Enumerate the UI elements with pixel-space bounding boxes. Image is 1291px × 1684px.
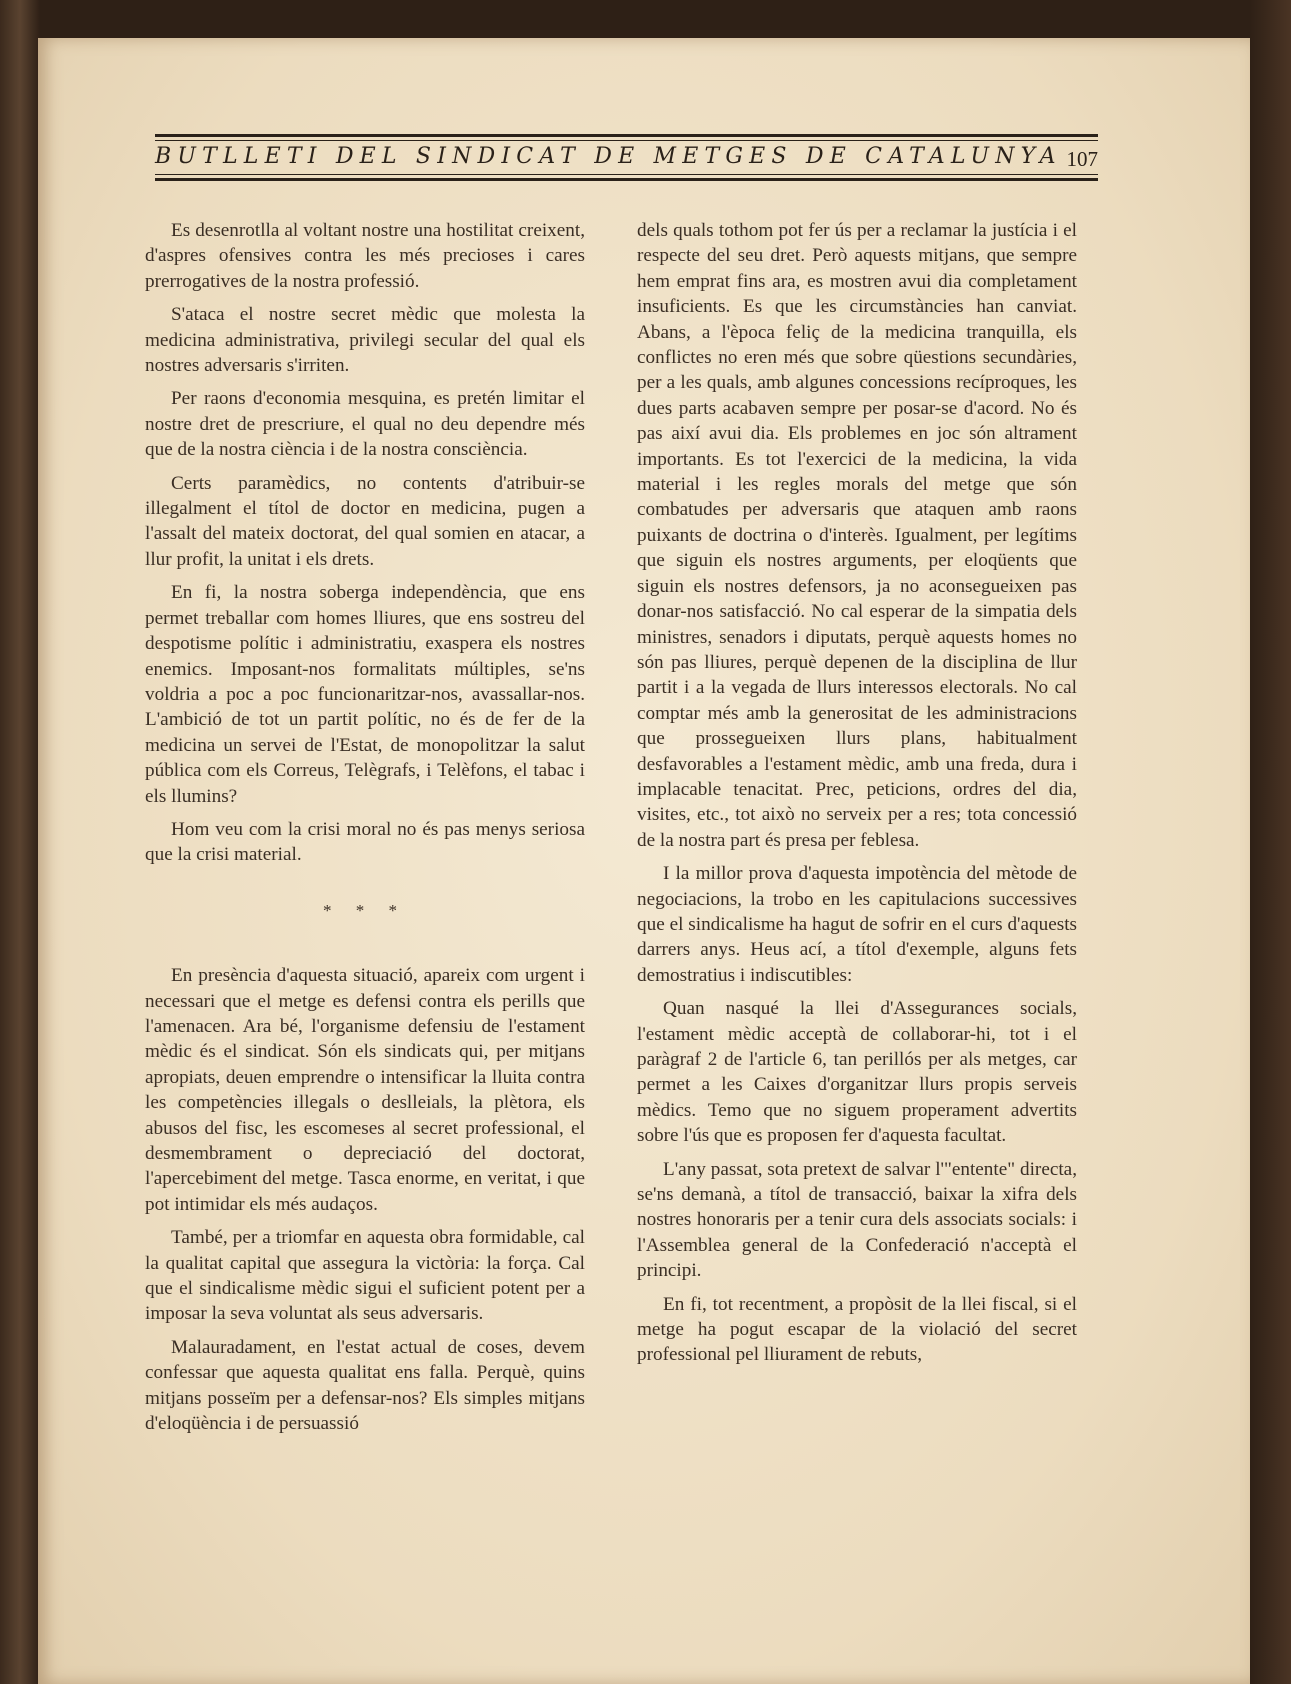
header-rule-bottom-thin: [155, 174, 1098, 175]
paragraph: En fi, la nostra soberga independència, que ens permet treballar com homes lliures, que ens sostreu del despotisme polític i administratiu, exaspera els nostres enemics. Imposant-nos formalitats múltiples, se'ns voldria a poc a poc funcionaritzar-nos, avassallar-nos. L'ambició de tot un partit polític, no és de fer de la medicina un servei de l'Estat, de monopolitzar la salut pública com els Correus, Telègrafs, i Telèfons, el tabac i els llumins?: [145, 582, 585, 807]
journal-title: BUTLLETI DEL SINDICAT DE METGES DE CATALUNYA: [155, 144, 1062, 169]
running-header: [155, 130, 1098, 190]
paragraph: Per raons d'economia mesquina, es pretén limitar el nostre dret de prescriure, el qual no deu dependre més que de la nostra ciència i de la nostra consciència.: [145, 388, 585, 461]
paragraph: Es desenrotlla al voltant nostre una hostilitat creixent, d'aspres ofensives contra les més precioses i cares prerrogatives de la nostra professió.: [145, 220, 585, 292]
paragraph: Hom veu com la crisi moral no és pas menys seriosa que la crisi material.: [145, 818, 585, 866]
header-rule-top-thick: [155, 134, 1098, 137]
paragraph: S'ataca el nostre secret mèdic que molesta la medicina administrativa, privilegi secular del qual els nostres adversaris s'irriten.: [145, 304, 585, 377]
paragraph-continued: dels quals tothom pot fer ús per a reclamar la justícia i el respecte del seu dret. Però aquests mitjans, que sempre hem emprat fins ara, es mostren avui dia completament insuficients. Es que les circumstàncies han canviat. Abans, a l'època feliç de la medicina tranquilla, els conflictes no eren més que sobre qüestions secundàries, per a les quals, amb algunes concessions recíproques, les dues parts acabaven sempre per posar-se d'acord. No és pas així avui dia. Els problemes en joc són altrament importants. Es tot l'exercici de la medicina, la vida material i les regles morals del metge que són combatudes per adversaris que ataquen amb raons puixants de doctrina o d'interès. Igualment, per legítims que siguin els nostres arguments, per eloqüents que siguin els nostres defensors, ja no aconsegueixen pas donar-nos satisfacció. No cal esperar de la simpatia dels ministres, senadors i diputats, perquè aquests homes no són pas lliures, perquè depenen de la disciplina de llur partit i a la vegada de llurs interessos electorals. No cal comptar més amb la generositat de les administracions que prossegueixen llurs plans, habitualment desfavorables a l'estament mèdic, amb una freda, dura i implacable tenacitat. Prec, peticions, ordres del dia, visites, etc., tot això no serveix per a res; tota concessió de la nostra part és presa per feblesa.: [637, 220, 1077, 851]
page-number: 107: [1066, 147, 1098, 171]
paragraph: I la millor prova d'aquesta impotència del mètode de negociacions, la trobo en les capitulacions successives que el sindicalisme ha hagut de sofrir en el curs d'aquests darrers anys. Heus ací, a títol d'exemple, alguns fets demostratius i indiscutibles:: [637, 863, 1077, 986]
header-rule-top-thin: [155, 140, 1098, 141]
paragraph: En fi, tot recentment, a propòsit de la llei fiscal, si el metge ha pogut escapar de la violació del secret professional pel lliurament de rebuts,: [637, 1293, 1077, 1366]
paragraph: En presència d'aquesta situació, apareix com urgent i necessari que el metge es defensi contra els perills que l'amenacen. Ara bé, l'organisme defensiu de l'estament mèdic és el sindicat. Són els sindicats qui, per mitjans apropiats, deuen emprendre o intensificar la lluita contra les competències illegals o deslleials, la plètora, els abusos del fisc, les escomeses al secret professional, el desmembrament o depreciació del doctorat, l'apercebiment del metge. Tasca enorme, en veritat, i que pot intimidar els més audaços.: [145, 965, 585, 1215]
section-separator: * * *: [323, 900, 407, 920]
paragraph: L'any passat, sota pretext de salvar l'"entente" directa, se'ns demanà, a títol de transacció, baixar la xifra dels nostres honoraris per a tenir cura dels associats socials: i l'Assemblea general de la Confederació n'acceptà el principi.: [637, 1158, 1077, 1282]
paragraph: Quan nasqué la llei d'Assegurances socials, l'estament mèdic acceptà de collaborar-hi, tot i el paràgraf 2 de l'article 6, tan perillós per als metges, car permet a les Caixes d'organitzar llurs propis serveis mèdics. Temo que no siguem properament advertits sobre l'ús que es proposen fer d'aquesta facultat.: [637, 998, 1077, 1147]
right-column: [637, 218, 1077, 1376]
left-column: [145, 218, 585, 1444]
header-rule-bottom-thick: [155, 178, 1098, 181]
paragraph: També, per a triomfar en aquesta obra formidable, cal la qualitat capital que assegura la victòria: la força. Cal que el sindicalisme mèdic sigui el suficient potent per a imposar la seva voluntat als seus adversaris.: [145, 1227, 585, 1325]
paragraph: Malauradament, en l'estat actual de coses, devem confessar que aquesta qualitat ens falla. Perquè, quins mitjans posseïm per a defensar-nos? Els simples mitjans d'eloqüència i de persuassió: [145, 1336, 585, 1435]
paragraph: Certs paramèdics, no contents d'atribuir-se illegalment el títol de doctor en medicina, pugen a l'assalt del mateix doctorat, del qual somien en atacar, a llur profit, la unitat i els drets.: [145, 472, 585, 570]
